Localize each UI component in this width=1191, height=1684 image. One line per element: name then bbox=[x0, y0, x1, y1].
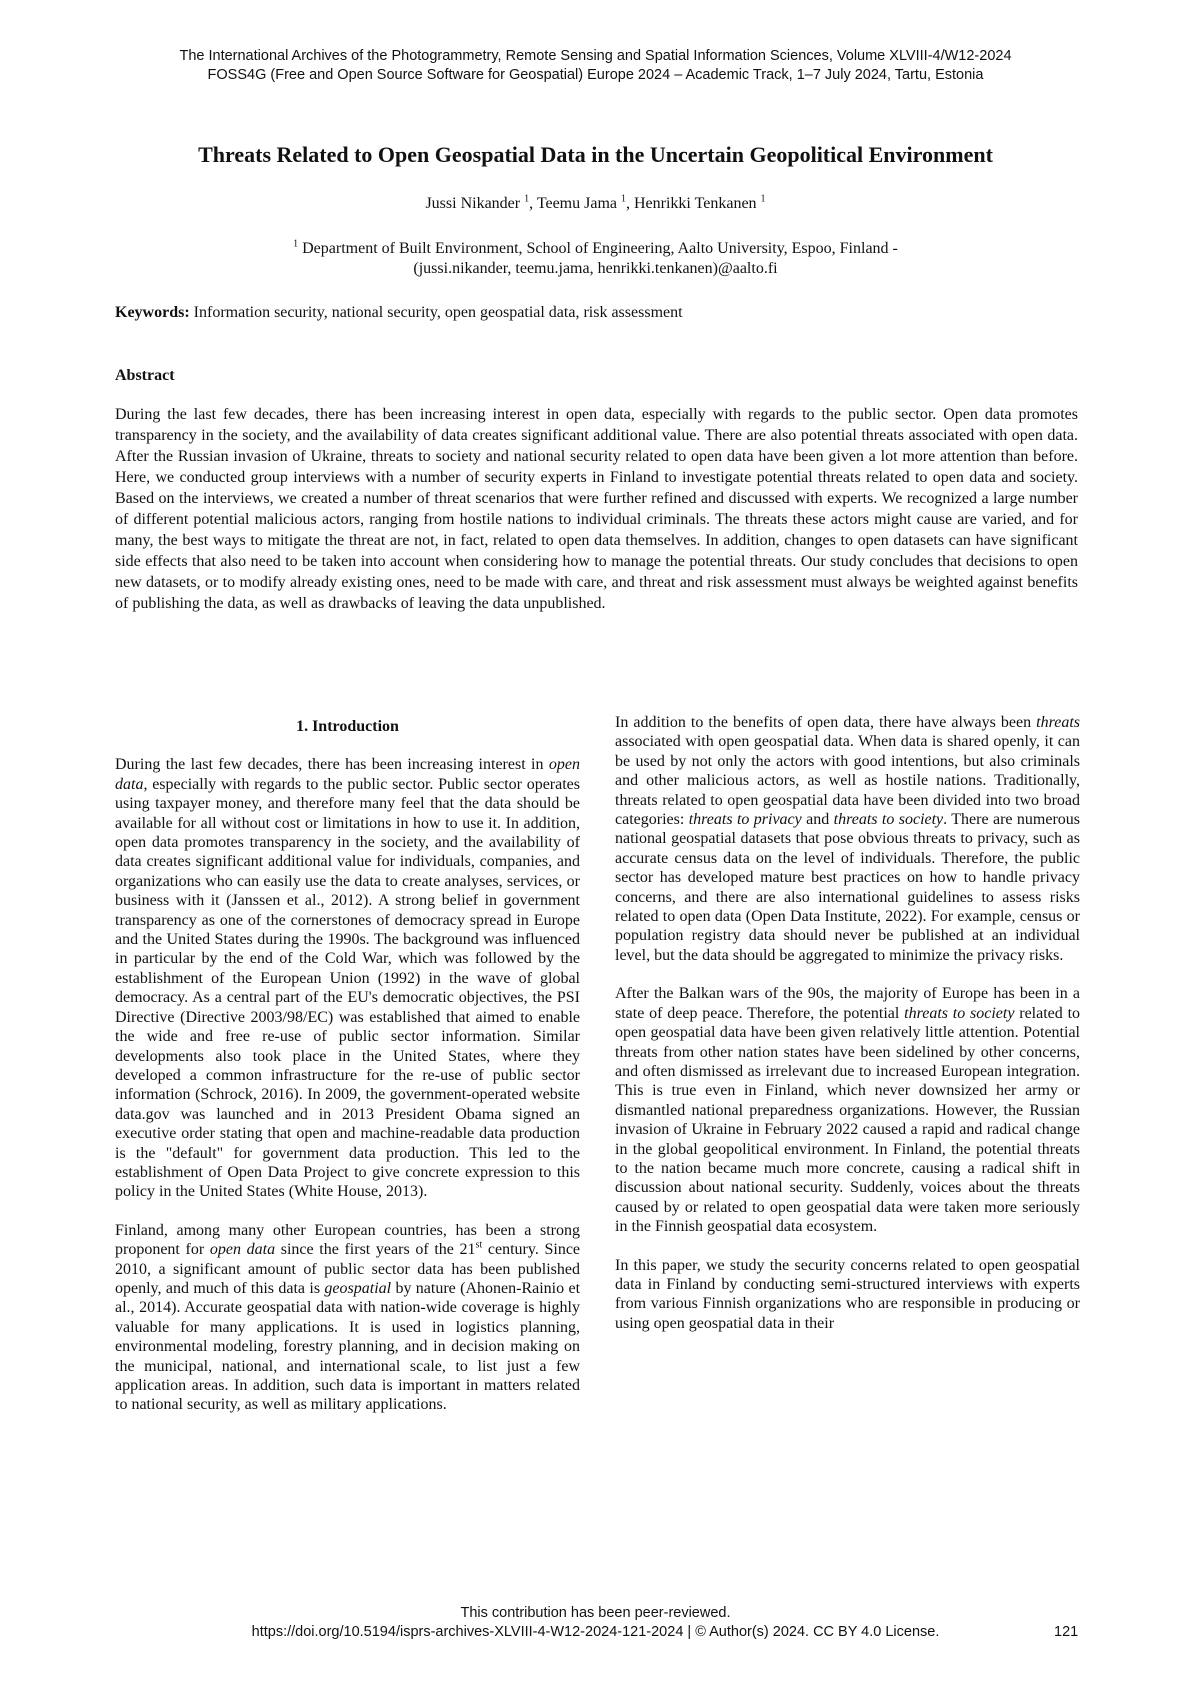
journal-header-line1: The International Archives of the Photogrammetry, Remote Sensing and Spatial Information Sciences, Volume XLVIII-4/W12-2024 bbox=[179, 48, 1012, 64]
page-footer bbox=[0, 1604, 1191, 1642]
keywords-label: Keywords: bbox=[115, 304, 190, 321]
affiliation-mark: 1 bbox=[293, 238, 299, 250]
emphasis: threats bbox=[1036, 714, 1080, 731]
paragraph: In addition to the benefits of open data, there have always been threats associated with open geospatial data. When data is shared openly, it can be used by not only the actors with good intentions, but also criminals and other malicious actors, as well as hostile nations. Traditionally, threats related to open geospatial data have been divided into two broad categories: threats to privacy and threats to society. There are numerous national geospatial datasets that pose obvious threats to privacy, such as accurate census data on the level of individuals. Therefore, the public sector has developed mature best practices on how to handle privacy concerns, and there are also international guidelines to assess risks related to open data (Open Data Institute, 2022). For example, census or population registry data should never be published at an individual level, but the data should be aggregated to minimize the privacy risks. bbox=[615, 714, 1081, 964]
left-column bbox=[115, 713, 580, 1434]
author-affiliation-mark: 1 bbox=[760, 193, 766, 205]
emphasis: threats to privacy bbox=[688, 811, 802, 829]
keywords-text: Information security, national security, open geospatial data, risk assessment bbox=[193, 304, 683, 321]
affiliation-emails: (jussi.nikander, teemu.jama, henrikki.tenkanen)@aalto.fi bbox=[413, 260, 778, 277]
emphasis: open data bbox=[209, 1241, 276, 1259]
doi-license-line: https://doi.org/10.5194/isprs-archives-XLVIII-4-W12-2024-121-2024 | © Author(s) 2024. CC BY 4.0 License. bbox=[251, 1624, 940, 1640]
paragraph: In this paper, we study the security concerns related to open geospatial data in Finland by conducting semi-structured interviews with experts from various Finnish organizations who are responsible in producing or using open geospatial data in their bbox=[615, 1256, 1080, 1332]
emphasis: open data bbox=[115, 756, 580, 793]
section-heading-introduction: 1. Introduction bbox=[296, 718, 399, 735]
page-number: 121 bbox=[1054, 1624, 1079, 1640]
keywords bbox=[115, 303, 1085, 323]
paper-title: Threats Related to Open Geospatial Data in the Uncertain Geopolitical Environment bbox=[198, 142, 993, 167]
paragraph: During the last few decades, there has been increasing interest in open data, especially with regards to the public sector. Public sector operates using taxpayer money, and therefore many feel that the data should be available for all without cost or limitations in how to use it. In addition, open data promotes transparency in the society, and the availability of data creates significant additional value for individuals, companies, and organizations who can easily use the data to create analyses, services, or business with it (Janssen et al., 2012). A strong belief in government transparency as one of the cornerstones of democracy spread in Europe and the United States during the 1990s. The background was influenced in particular by the end of the Cold War, which was followed by the establishment of the European Union (1992) in the wave of global democracy. As a central part of the EU's democratic objectives, the PSI Directive (Directive 2003/98/EC) was established that aimed to enable the wide and free re-use of public sector information. Similar developments also took place in the United States, where they developed a common infrastructure for the re-use of public sector information (Schrock, 2016). In 2009, the government-operated website data.gov was launched and in 2013 President Obama signed an executive order stating that open and machine-readable data production is the "default" for government data production. This led to the establishment of Open Data Project to give concrete expression to this policy in the United States (White House, 2013). bbox=[115, 756, 580, 1201]
author-name: Teemu Jama bbox=[536, 195, 617, 212]
abstract-heading: Abstract bbox=[115, 367, 175, 384]
paragraph: After the Balkan wars of the 90s, the majority of Europe has been in a state of deep peace. Therefore, the potential threats to society related to open geospatial data have been given relatively little attention. Potential threats from other nation states have been sidelined by other concerns, and often dismissed as irrelevant due to increased European integration. This is true even in Finland, which never downsized her army or dismantled national preparedness organizations. However, the Russian invasion of Ukraine in February 2022 caused a rapid and radical change in the global geopolitical environment. In Finland, the potential threats to the nation became much more concrete, causing a radical shift in discussion about national security. Suddenly, voices about the threats caused by or related to open geospatial data were taken more seriously in the Finnish geospatial data ecosystem. bbox=[615, 985, 1081, 1236]
emphasis: threats to society bbox=[833, 811, 944, 829]
affiliation-line1: $^1$ Department of Built Environment, School of Engineering, Aalto University, Espoo, Finland - bbox=[293, 238, 898, 257]
author-affiliation-mark: 1 bbox=[621, 193, 626, 205]
right-column bbox=[615, 713, 1080, 1352]
affiliation bbox=[0, 239, 1191, 279]
peer-review-note: This contribution has been peer-reviewed. bbox=[460, 1605, 731, 1621]
journal-header bbox=[0, 47, 1191, 85]
author-affiliation-mark: 1 bbox=[524, 193, 530, 205]
emphasis: threats to society bbox=[904, 1004, 1015, 1022]
journal-header-line2: FOSS4G (Free and Open Source Software for Geospatial) Europe 2024 – Academic Track, 1–7 July 2024, Tartu, Estonia bbox=[207, 67, 984, 83]
abstract-text: During the last few decades, there has been increasing interest in open data, especially with regards to the public sector. Open data promotes transparency in the society, and the availability of data creates significant additional value. There are also potential threats associated with open data. After the Russian invasion of Ukraine, threats to society and national security related to open data have been given a lot more attention than before. Here, we conducted group interviews with a number of security experts in Finland to investigate potential threats related to open data and society. Based on the interviews, we created a number of threat scenarios that were further refined and discussed with experts. We recognized a large number of different potential malicious actors, ranging from hostile nations to individual criminals. The threats these actors might cause are varied, and for many, the best ways to mitigate the threat are not, in fact, related to open data themselves. In addition, changes to open datasets can have significant side effects that also need to be taken into account when considering how to manage the potential threats. Our study concludes that decisions to open new datasets, or to modify already existing ones, need to be made with care, and threat and risk assessment must always be weighted against benefits of publishing the data, as well as drawbacks of leaving the data unpublished. bbox=[115, 406, 1078, 612]
author-name: Jussi Nikander bbox=[425, 195, 521, 212]
superscript: st bbox=[475, 1239, 483, 1251]
paragraph: Finland, among many other European countries, has been a strong proponent for open data since the first years of the 21st century. Since 2010, a significant amount of public sector data has been published openly, and much of this data is geospatial by nature (Ahonen-Rainio et al., 2014). Accurate geospatial data with nation-wide coverage is highly valuable for many applications. It is used in logistics planning, environmental modeling, forestry planning, and in decision making on the municipal, national, and international scale, to list just a few application areas. In addition, such data is important in matters related to national security, as well as military applications. bbox=[115, 1221, 581, 1414]
emphasis: geospatial bbox=[324, 1279, 392, 1297]
author-list: Jussi Nikander $^1$, Teemu Jama $^1$, Henrikki Tenkanen $^1$ bbox=[425, 193, 766, 212]
author-name: Henrikki Tenkanen bbox=[634, 195, 757, 212]
